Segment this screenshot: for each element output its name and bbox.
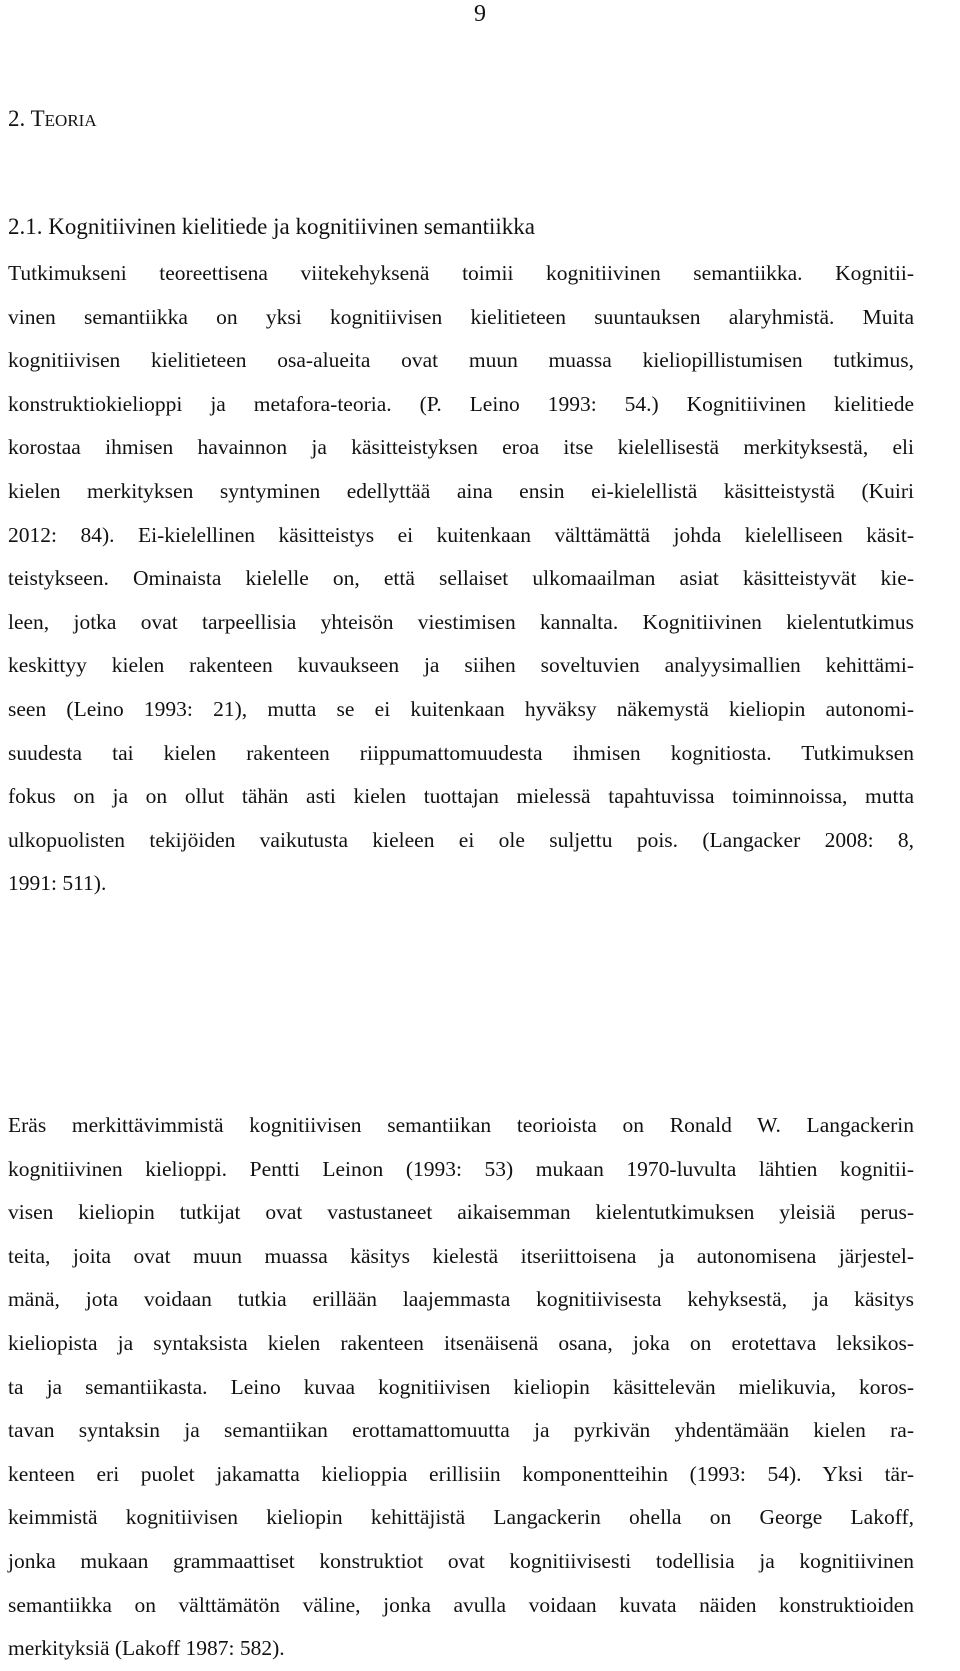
- paragraph-line: mänä, jota voidaan tutkia erillään laajemmasta kognitiivisesta kehyksestä, ja käsitys: [8, 1287, 914, 1312]
- paragraph-2: [8, 1104, 914, 1671]
- paragraph-line: kielen merkityksen syntyminen edellyttää aina ensin ei-kielellistä käsitteistystä (Kuiri: [8, 478, 914, 503]
- paragraph-line: kieliopista ja syntaksista kielen rakenteen itsenäisenä osana, joka on erotettava leksikos-: [8, 1330, 914, 1355]
- chapter-title-rest: EORIA: [44, 111, 97, 130]
- paragraph-line: ta ja semantiikasta. Leino kuvaa kognitiivisen kieliopin käsittelevän mielikuvia, koros-: [8, 1374, 914, 1399]
- paragraph-line: jonka mukaan grammaattiset konstruktiot ovat kognitiivisesti todellisia ja kognitiivinen: [8, 1548, 914, 1573]
- paragraph-1: [8, 252, 914, 906]
- paragraph-line: 2012: 84). Ei-kielellinen käsitteistys ei kuitenkaan välttämättä johda kielelliseen käsit-: [8, 522, 914, 547]
- paragraph-line: keimmistä kognitiivisen kieliopin kehittäjistä Langackerin ohella on George Lakoff,: [8, 1505, 914, 1530]
- paragraph-line: tavan syntaksin ja semantiikan erottamattomuutta ja pyrkivän yhdentämään kielen ra-: [8, 1418, 914, 1443]
- paragraph-line: vinen semantiikka on yksi kognitiivisen kielitieteen suuntauksen alaryhmistä. Muita: [8, 304, 914, 329]
- paragraph-line: suudesta tai kielen rakenteen riippumattomuudesta ihmisen kognitiosta. Tutkimuksen: [8, 740, 914, 765]
- chapter-title-initial: T: [30, 106, 45, 131]
- paragraph-line: teita, joita ovat muun muassa käsitys kielestä itseriittoisena ja autonomisena järjestel-: [8, 1243, 914, 1268]
- paragraph-line: kognitiivisen kielitieteen osa-alueita ovat muun muassa kieliopillistumisen tutkimus,: [8, 348, 914, 373]
- paragraph-line: semantiikka on välttämätön väline, jonka avulla voidaan kuvata näiden konstruktioiden: [8, 1592, 914, 1617]
- paragraph-line: Tutkimukseni teoreettisena viitekehyksenä toimii kognitiivinen semantiikka. Kognitii-: [8, 261, 914, 285]
- paragraph-line: Eräs merkittävimmistä kognitiivisen semantiikan teorioista on Ronald W. Langackerin: [8, 1113, 914, 1137]
- paragraph-line: ulkopuolisten tekijöiden vaikutusta kieleen ei ole suljettu pois. (Langacker 2008: 8,: [8, 827, 914, 852]
- paragraph-line: visen kieliopin tutkijat ovat vastustaneet aikaisemman kielentutkimuksen yleisiä perus-: [8, 1200, 914, 1225]
- paragraph-line: seen (Leino 1993: 21), mutta se ei kuitenkaan hyväksy näkemystä kieliopin autonomi-: [8, 696, 914, 721]
- paragraph-line: teistykseen. Ominaista kielelle on, että sellaiset ulkomaailman asiat käsitteistyvät kie-: [8, 566, 914, 591]
- paragraph-line: kenteen eri puolet jakamatta kielioppia erillisiin komponentteihin (1993: 54). Yksi tär-: [8, 1461, 914, 1486]
- chapter-number: 2.: [8, 106, 26, 131]
- section-heading: 2.1. Kognitiivinen kielitiede ja kognitiivinen semantiikka: [8, 214, 535, 239]
- paragraph-line: merkityksiä (Lakoff 1987: 582).: [8, 1636, 285, 1661]
- paragraph-line: leen, jotka ovat tarpeellisia yhteisön viestimisen kannalta. Kognitiivinen kielentutkimus: [8, 609, 914, 634]
- paragraph-line: kognitiivinen kielioppi. Pentti Leinon (1993: 53) mukaan 1970-luvulta lähtien kognitii-: [8, 1156, 914, 1181]
- page-number: 9: [474, 1, 486, 27]
- paragraph-line: keskittyy kielen rakenteen kuvaukseen ja siihen soveltuvien analyysimallien kehittämi-: [8, 653, 914, 678]
- paragraph-line: 1991: 511).: [8, 871, 107, 896]
- paragraph-line: konstruktiokielioppi ja metafora-teoria. (P. Leino 1993: 54.) Kognitiivinen kielitiede: [8, 391, 914, 416]
- chapter-heading: [8, 104, 97, 136]
- paragraph-line: fokus on ja on ollut tähän asti kielen tuottajan mielessä tapahtuvissa toiminnoissa, mutta: [8, 784, 914, 809]
- paragraph-line: korostaa ihmisen havainnon ja käsitteistyksen eroa itse kielellisestä merkityksestä, eli: [8, 435, 914, 460]
